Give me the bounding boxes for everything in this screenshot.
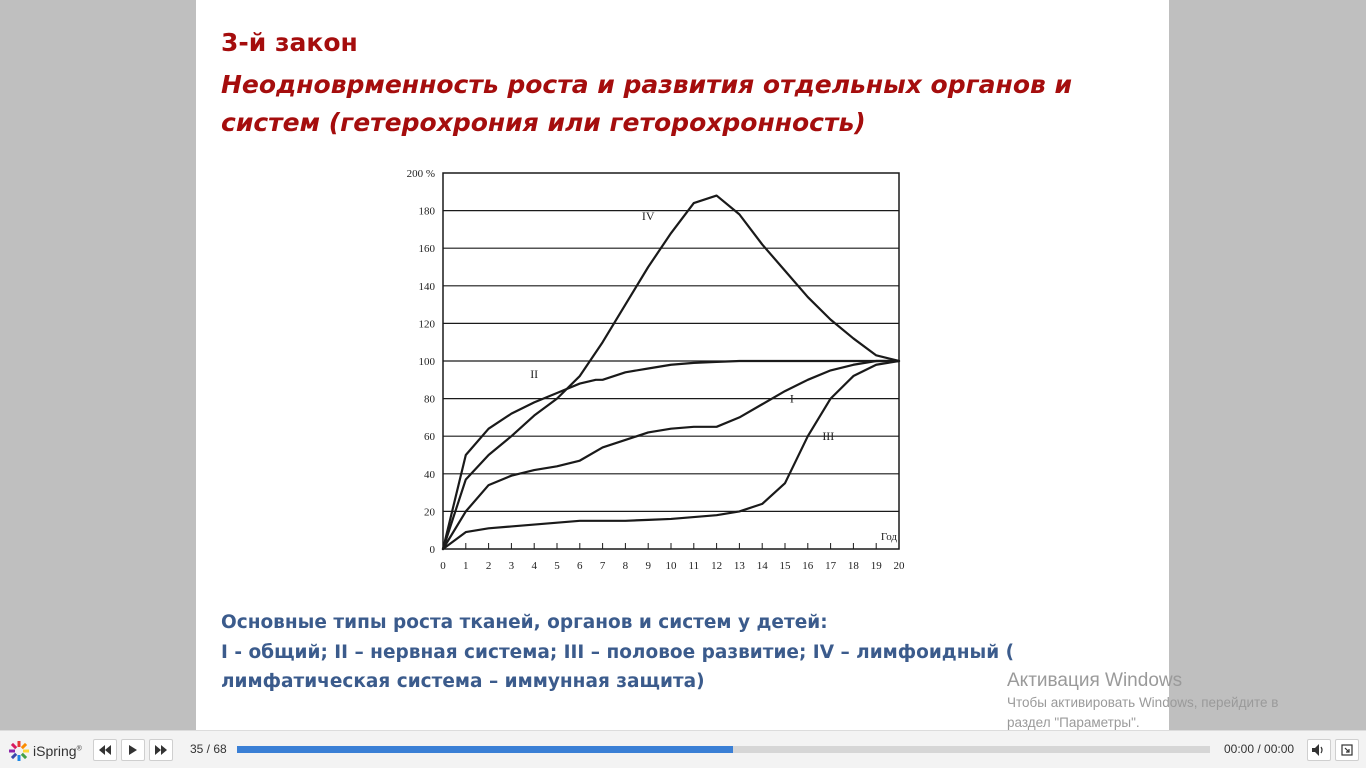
x-tick-label: 8 bbox=[622, 560, 629, 572]
slide-subtitle: Неодноврменность роста и развития отдельных органов и систем (гетерохрония или геторохронность) bbox=[221, 70, 1073, 137]
x-tick-label: 19 bbox=[870, 560, 882, 572]
fast-forward-icon bbox=[155, 745, 167, 755]
windows-activation-watermark bbox=[1007, 670, 1278, 732]
y-tick-label: 160 bbox=[418, 243, 435, 256]
series-line-II bbox=[443, 361, 899, 549]
volume-button[interactable] bbox=[1307, 739, 1331, 761]
caption-line-3: лимфатическая система – иммунная защита) bbox=[221, 671, 705, 692]
progress-track[interactable] bbox=[237, 746, 1210, 753]
y-tick-label: 180 bbox=[418, 205, 435, 218]
caption-line-1: Основные типы роста тканей, органов и систем у детей: bbox=[221, 612, 828, 633]
x-tick-label: 5 bbox=[554, 560, 560, 572]
y-tick-label: 140 bbox=[418, 280, 435, 293]
y-tick-label: 40 bbox=[424, 468, 435, 481]
rewind-button[interactable] bbox=[93, 739, 117, 761]
x-tick-label: 9 bbox=[645, 560, 651, 572]
play-button[interactable] bbox=[121, 739, 145, 761]
x-tick-label: 13 bbox=[733, 560, 745, 572]
slide-canvas bbox=[196, 0, 1169, 730]
slide-title: 3-й закон bbox=[221, 28, 358, 57]
logo-text: iSpring® bbox=[33, 743, 82, 759]
x-tick-label: 16 bbox=[802, 560, 814, 572]
ispring-logo bbox=[8, 740, 82, 762]
fullscreen-button[interactable] bbox=[1335, 739, 1359, 761]
growth-chart bbox=[406, 160, 936, 580]
x-tick-label: 2 bbox=[485, 560, 492, 572]
fast-forward-button[interactable] bbox=[149, 739, 173, 761]
x-tick-label: 1 bbox=[463, 560, 469, 572]
series-line-III bbox=[443, 361, 899, 549]
x-tick-label: 15 bbox=[779, 560, 791, 572]
x-tick-label: 11 bbox=[688, 560, 700, 572]
speaker-icon bbox=[1312, 744, 1326, 756]
play-icon bbox=[128, 745, 138, 755]
y-tick-label: 80 bbox=[424, 393, 435, 406]
player-bar bbox=[0, 730, 1366, 768]
x-tick-label: 10 bbox=[665, 560, 677, 572]
slide-caption bbox=[221, 608, 1121, 697]
x-tick-label: 12 bbox=[711, 560, 723, 572]
fullscreen-icon bbox=[1341, 744, 1353, 756]
watermark-line-3: раздел "Параметры". bbox=[1007, 715, 1140, 730]
x-tick-label: 4 bbox=[531, 560, 537, 572]
x-tick-label: 20 bbox=[893, 560, 905, 572]
series-line-I bbox=[443, 361, 899, 549]
time-display: 00:00 / 00:00 bbox=[1224, 742, 1295, 756]
x-tick-label: 14 bbox=[756, 560, 768, 572]
series-label-III: III bbox=[822, 428, 835, 443]
x-tick-label: 6 bbox=[577, 560, 583, 572]
y-tick-label: 60 bbox=[424, 431, 435, 444]
watermark-line-2: Чтобы активировать Windows, перейдите в bbox=[1007, 695, 1279, 710]
x-tick-label: 3 bbox=[508, 560, 515, 572]
series-label-II: II bbox=[530, 366, 539, 381]
x-tick-label: 17 bbox=[825, 560, 837, 572]
y-tick-label: 100 bbox=[418, 356, 435, 368]
x-tick-label: 18 bbox=[847, 560, 859, 572]
series-label-I: I bbox=[789, 391, 794, 406]
progress-fill bbox=[237, 746, 733, 753]
series-label-IV: IV bbox=[641, 209, 655, 223]
x-axis-label: Год bbox=[880, 531, 897, 543]
y-tick-label: 120 bbox=[418, 318, 435, 331]
y-tick-label: 20 bbox=[424, 506, 435, 519]
caption-line-2: I - общий; II – нервная система; III – половое развитие; IV – лимфоидный ( bbox=[221, 641, 1015, 663]
y-tick-label: 0 bbox=[429, 544, 435, 556]
rewind-icon bbox=[99, 745, 111, 755]
x-tick-label: 0 bbox=[440, 560, 446, 572]
slide-counter: 35 / 68 bbox=[190, 742, 227, 756]
watermark-title: Активация Windows bbox=[1007, 670, 1183, 691]
y-tick-label: 200 % bbox=[406, 168, 435, 180]
ispring-flower-icon bbox=[8, 740, 30, 762]
x-tick-label: 7 bbox=[599, 560, 606, 572]
